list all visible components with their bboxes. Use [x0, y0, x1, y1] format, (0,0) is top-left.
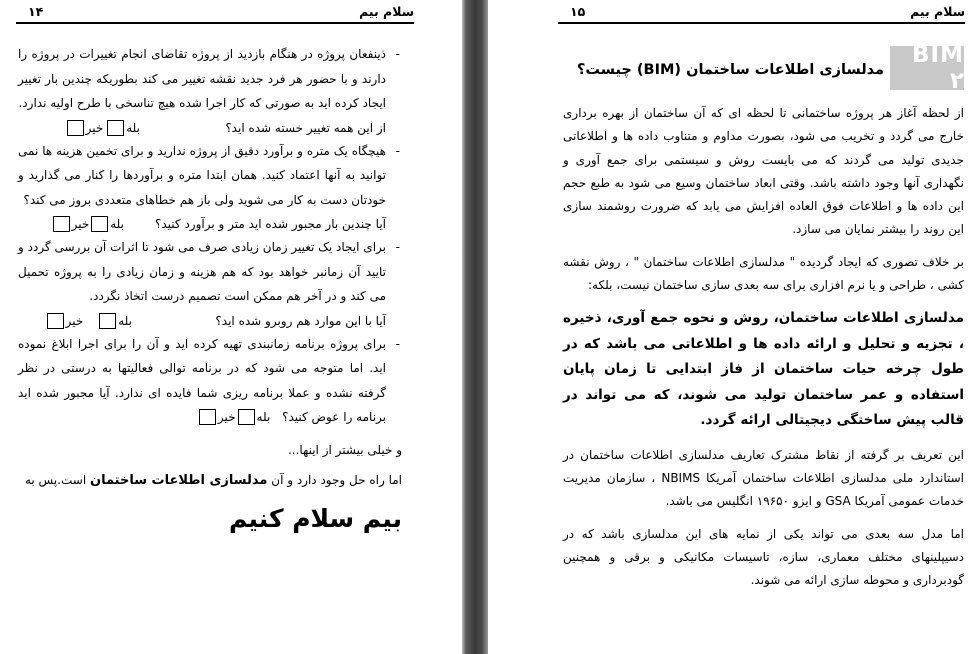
section-badge: BIM ۲	[890, 46, 964, 90]
yes-checkbox[interactable]	[107, 120, 124, 136]
paragraph-standards: این تعریف بر گرفته از نقاط مشترک تعاریف مدلسازی اطلاعات ساختمان در استاندارد ملی مدلسازی اطلاعات ساختمان آمریکا NBIMS ، سازمان مدیریت خدمات عمومی آمریکا GSA و ایزو ۱۹۶۵۰ انگلیس می باشد.	[563, 447, 964, 509]
left-page-number: ۱۴	[28, 4, 44, 19]
big-heading: بیم سلام کنیم	[228, 503, 402, 533]
question-faced-cases: آیا با این موارد هم روبرو شده اید؟ بله خیر	[18, 309, 402, 332]
left-page	[0, 0, 462, 654]
book-gutter	[462, 0, 488, 654]
left-page-content	[18, 42, 402, 539]
section-heading	[563, 42, 964, 102]
question-tired-of-changes: از این همه تغییر خسته شده اید؟ بله خیر	[18, 116, 402, 139]
much-more-text: و خیلی بیشتر از اینها...	[287, 442, 402, 457]
answer-options-1: بله خیر	[65, 116, 140, 140]
yes-checkbox[interactable]	[91, 216, 108, 232]
paragraph-3d-model: اما مدل سه بعدی می تواند یکی از نمایه های این مدلسازی باشد که در دسیپلینهای مختلف معماری، سازه، تاسیسات مکانیکی و برقی و همچنین گودبرداری و محوطه سازی ارائه می شوند.	[563, 526, 964, 588]
answer-options-2: بله خیر	[51, 212, 124, 236]
bullet-estimates: - هیچگاه یک متره و برآورد دقیق از پروژه ندارید و برای تخمین هزینه ها نمی توانید به آنها اعتماد کنید. همان ابتدا متره و برآوردها را کنار می گذارید و خودتان دست به کار می شوید ولی باز هم خطاهای متعددی بروز می کند؟	[18, 143, 400, 207]
bullet-change-time: - برای ایجاد یک تغییر زمان زیادی صرف می شود تا اثرات آن بررسی گردد و تایید آن زمانبر خواهد بود که هم هزینه و زمان زیادی را به پروژه تحمیل می کند و در آخر هم ممکن است تصمیم درست اتخاذ نگردد.	[18, 240, 400, 303]
answer-options-4: بله خیر	[197, 405, 270, 430]
left-header-title: سلام بیم	[359, 4, 414, 19]
yes-checkbox[interactable]	[99, 313, 116, 329]
right-header-title: سلام بیم	[910, 4, 965, 19]
right-page-number: ۱۵	[570, 4, 586, 19]
right-page	[488, 0, 970, 654]
bullet-schedule: - برای پروژه برنامه زمانبندی تهیه کرده اید و آن را برای اجرا ابلاغ نموده اید. اما متوجه می شود که در برنامه توالی فعالیتها به درستی در نظر گرفته نشده و عملا برنامه ریزی شما فایده ای ندارد. آیا مجبور شده اید برنامه را عوض کنید؟ بله خیر	[18, 332, 402, 430]
yes-checkbox[interactable]	[238, 409, 255, 425]
left-page-header	[16, 2, 414, 24]
right-page-header	[558, 2, 965, 24]
no-checkbox[interactable]	[199, 409, 216, 425]
closing-sentence: اما راه حل وجود دارد و آن مدلسازی اطلاعات ساختمان است.پس به	[24, 472, 402, 488]
right-page-content	[563, 42, 964, 602]
no-checkbox[interactable]	[47, 313, 64, 329]
no-checkbox[interactable]	[67, 120, 84, 136]
paragraph-definition: مدلسازی اطلاعات ساختمان، روش و نحوه جمع آوری، ذخیره ، تجزیه و تحلیل و ارائه داده ها و اطلاعاتی می باشد که در طول چرخه حیات ساختمان از فاز ابتدایی تا زمان پایان استفاده و عمر ساختمان تولید می شوند، که می تواند در قالب پیش ساختگی دیجیتالی ارائه گردد.	[563, 310, 964, 429]
section-title: مدلسازی اطلاعات ساختمان (BIM) چیست؟	[576, 62, 884, 78]
answer-options-3: بله خیر	[45, 309, 132, 333]
paragraph-intro: از لحظه آغاز هر پروژه ساختمانی تا لحظه ای که آن ساختمان از بهره برداری خارج می گردد و تخریب می شود، بصورت مداوم و متناوب داده ها و اطلاعاتی جدیدی تولید می گردند که می بایست روش و سیستمی برای جمع آوری و نگهداری آنها وجود داشته باشد. وقتی ابعاد ساختمان وسیع می شود به طبع حجم این داده ها و اطلاعات فوق العاده افزایش می یابد که ضرورت روشمند سازی این روند را بیشتر نمایان می سازد.	[563, 106, 964, 237]
paragraph-misconception: بر خلاف تصوری که ایجاد گردیده " مدلسازی اطلاعات ساختمان " ، روش نقشه کشی ، طراحی و یا نرم افزاری برای سه بعدی سازی ساختمان نیست، بلکه:	[563, 254, 964, 293]
bullet-stakeholder-changes: - ذینفعان پروژه در هنگام بازدید از پروژه تقاضای انجام تغییرات در پروژه را دارند و با حضور هر فرد جدید نقشه تغییر می کند بطوریکه چندین بار تغییر ایجاد کرده اید به صورتی که کار اجرا شده هیچ تناسخی با طرح اولیه ندارد.	[18, 47, 400, 110]
question-repeat-estimates: آیا چندین بار مجبور شده اید متر و برآورد کنید؟ بله خیر	[18, 212, 402, 235]
no-checkbox[interactable]	[53, 216, 70, 232]
